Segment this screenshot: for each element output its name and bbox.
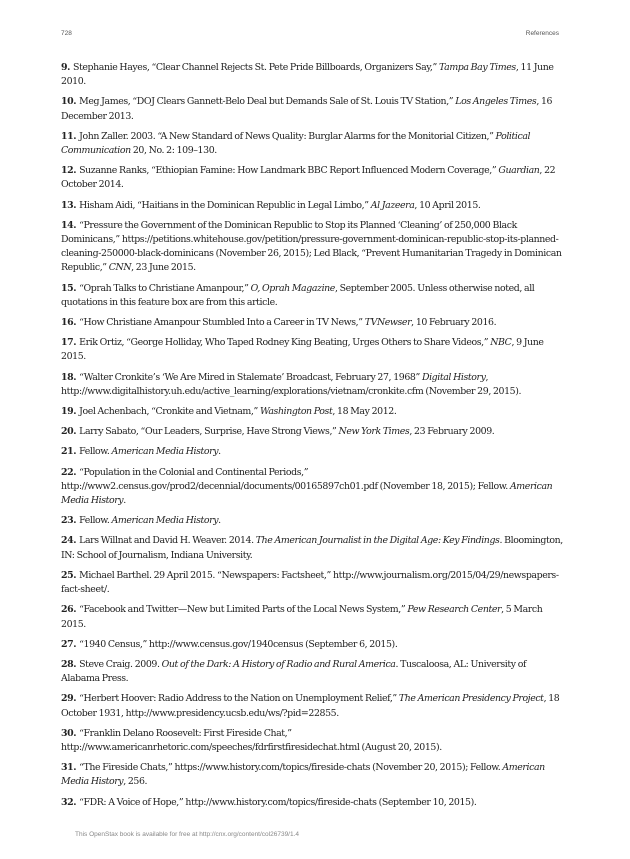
reference-text: “Pressure the Government of the Dominican Republic to Stop its Planned ‘Cleaning’ of 250,000 Black Dominicans,” https://petitions.whitehouse.gov/petition/pressure-government-dominican-republic-stop-its-planned-cleaning-250000-black-dominicans (November 26, 2015); Led Black, “Prevent Humanitarian Tragedy in Dominican Republic,” <box>61 219 562 274</box>
reference-text: , 9 June 2015. <box>61 337 544 363</box>
reference-number: 11. <box>61 130 77 142</box>
reference-text: John Zaller. 2003. “A New Standard of News Quality: Burglar Alarms for the Monitorial Citizen,” <box>79 130 496 142</box>
reference-text: , 23 February 2009. <box>409 426 495 438</box>
reference-text: “Facebook and Twitter—New but Limited Parts of the Local News System,” <box>79 604 408 616</box>
reference-title-italic: American Media History <box>61 762 545 788</box>
reference-text: Michael Barthel. 29 April 2015. “Newspapers: Factsheet,” http://www.journalism.org/2015/04/29/newspapers-fact-sheet/. <box>61 569 559 596</box>
reference-title-italic: Los Angeles Times <box>455 96 537 108</box>
reference-title-italic: American Media History <box>61 480 553 507</box>
reference-number: 9. <box>61 62 70 73</box>
reference-number: 27. <box>61 638 77 650</box>
reference-text: “The Fireside Chats,” https://www.history.com/topics/fireside-chats (November 20, 2015); Fellow. <box>79 762 503 774</box>
reference-number: 12. <box>61 165 77 177</box>
reference-title-italic: American Media History <box>111 515 219 527</box>
reference-text: “1940 Census,” http://www.census.gov/1940census (September 6, 2015). <box>79 638 398 650</box>
reference-entry <box>61 61 566 89</box>
reference-entry <box>61 445 566 459</box>
reference-text: Suzanne Ranks, “Ethiopian Famine: How Landmark BBC Report Influenced Modern Coverage,” <box>79 165 499 177</box>
reference-number: 22. <box>61 466 77 478</box>
reference-entry <box>61 95 566 123</box>
reference-title-italic: CNN <box>108 262 132 274</box>
reference-title-italic: NBC <box>490 337 512 349</box>
section-title: References <box>525 30 559 37</box>
reference-title-italic: New York Times <box>338 426 410 438</box>
reference-text: Joel Achenbach, “Cronkite and Vietnam,” <box>79 406 260 418</box>
reference-number: 30. <box>61 727 77 739</box>
reference-title-italic: The American Presidency Project <box>398 693 544 705</box>
reference-entry <box>61 638 566 652</box>
reference-number: 19. <box>61 406 77 418</box>
reference-entry <box>61 130 566 158</box>
reference-text: . <box>123 495 126 507</box>
reference-text: . <box>218 515 221 527</box>
reference-number: 25. <box>61 569 77 581</box>
reference-number: 15. <box>61 282 77 294</box>
reference-text: Larry Sabato, “Our Leaders, Surprise, Have Strong Views,” <box>79 426 339 438</box>
reference-text: “Oprah Talks to Christiane Amanpour,” <box>79 282 251 294</box>
reference-text: , http://www.digitalhistory.uh.edu/active_learning/explorations/vietnam/cronkite.cfm (November 29, 2015). <box>61 371 522 397</box>
reference-text: “Walter Cronkite’s ‘We Are Mired in Stalemate’ Broadcast, February 27, 1968” <box>79 371 422 383</box>
reference-text: Meg James, “DOJ Clears Gannett-Belo Deal but Demands Sale of St. Louis TV Station,” <box>79 96 456 108</box>
reference-entry <box>61 796 566 810</box>
reference-entry <box>61 514 566 528</box>
reference-entry <box>61 282 566 310</box>
reference-number: 16. <box>61 317 77 329</box>
reference-title-italic: TVNewser <box>364 317 412 329</box>
reference-entry <box>61 371 566 399</box>
reference-entry <box>61 199 566 213</box>
reference-number: 13. <box>61 199 77 211</box>
reference-text: 20, No. 2: 109–130. <box>130 145 217 157</box>
reference-text: . <box>218 446 221 458</box>
reference-text: Erik Ortiz, “George Holliday, Who Taped Rodney King Beating, Urges Others to Share Videos,” <box>79 337 491 349</box>
reference-text: Hisham Aidi, “Haitians in the Dominican Republic in Legal Limbo,” <box>79 199 371 211</box>
reference-entry <box>61 603 566 631</box>
reference-number: 21. <box>61 446 77 458</box>
reference-number: 29. <box>61 693 77 705</box>
reference-number: 28. <box>61 658 77 670</box>
reference-title-italic: O, Oprah Magazine <box>250 282 335 294</box>
reference-text: , 256. <box>123 776 148 788</box>
reference-entry <box>61 692 566 720</box>
reference-entry <box>61 164 566 192</box>
reference-number: 24. <box>61 535 77 547</box>
reference-text: , 18 October 1931, http://www.presidency.ucsb.edu/ws/?pid=22855. <box>61 693 560 719</box>
reference-text: , 10 February 2016. <box>411 317 497 329</box>
reference-number: 17. <box>61 337 77 349</box>
reference-title-italic: Pew Research Center <box>407 604 502 616</box>
reference-text: “Herbert Hoover: Radio Address to the Nation on Unemployment Relief,” <box>79 693 399 705</box>
reference-text: Steve Craig. 2009. <box>79 658 162 670</box>
reference-text: “Franklin Delano Roosevelt: First Fireside Chat,” http://www.americanrhetoric.com/speeches/fdrfirstfiresidechat.html (August 20, 2015). <box>61 727 442 753</box>
reference-text: , 10 April 2015. <box>414 199 481 211</box>
reference-title-italic: Al Jazeera <box>370 199 415 211</box>
reference-entry <box>61 316 566 330</box>
reference-title-italic: Washington Post <box>259 406 333 418</box>
reference-text: Fellow. <box>79 515 112 527</box>
reference-text: , 16 December 2013. <box>61 96 553 122</box>
reference-number: 20. <box>61 426 77 438</box>
reference-text: Fellow. <box>79 446 112 458</box>
reference-text: , 11 June 2010. <box>61 62 554 88</box>
reference-title-italic: Digital History <box>421 371 486 383</box>
reference-title-italic: Political Communication <box>61 130 531 157</box>
reference-text: , 23 June 2015. <box>131 262 196 274</box>
reference-list <box>61 61 566 816</box>
reference-number: 23. <box>61 515 77 527</box>
reference-title-italic: Tampa Bay Times <box>439 62 516 73</box>
reference-entry <box>61 534 566 562</box>
reference-number: 31. <box>61 762 77 774</box>
page-footer: This OpenStax book is available for free at http://cnx.org/content/col26739/1.4 <box>75 830 300 838</box>
reference-entry <box>61 727 566 755</box>
reference-text: “Population in the Colonial and Continental Periods,” http://www2.census.gov/prod2/decennial/documents/00165897ch01.pdf (November 18, 2015); Fellow. <box>61 466 510 492</box>
reference-text: , 5 March 2015. <box>61 604 543 630</box>
reference-number: 10. <box>61 96 77 108</box>
reference-number: 18. <box>61 371 77 383</box>
reference-title-italic: American Media History <box>111 446 219 458</box>
reference-number: 14. <box>61 219 77 231</box>
reference-entry <box>61 466 566 509</box>
reference-entry <box>61 425 566 439</box>
reference-text: , September 2005. Unless otherwise noted, all quotations in this feature box are from this article. <box>61 282 535 308</box>
reference-number: 32. <box>61 796 77 808</box>
reference-text: , 18 May 2012. <box>332 406 397 418</box>
reference-text: . Tuscaloosa, AL: University of Alabama Press. <box>61 658 527 685</box>
reference-entry <box>61 761 566 789</box>
reference-text: “FDR: A Voice of Hope,” http://www.history.com/topics/fireside-chats (September 10, 2015). <box>79 796 477 808</box>
page-header <box>61 29 559 38</box>
reference-entry <box>61 658 566 686</box>
reference-text: Lars Willnat and David H. Weaver. 2014. <box>79 535 256 547</box>
reference-entry <box>61 569 566 597</box>
reference-entry <box>61 336 566 364</box>
reference-text: “How Christiane Amanpour Stumbled Into a Career in TV News,” <box>79 317 365 329</box>
reference-title-italic: Out of the Dark: A History of Radio and Rural America <box>161 658 396 670</box>
reference-text: . Bloomington, IN: School of Journalism, Indiana University. <box>61 535 563 561</box>
page-number: 728 <box>61 30 72 37</box>
reference-number: 26. <box>61 604 77 616</box>
reference-title-italic: The American Journalist in the Digital Age: Key Findings <box>255 535 500 547</box>
reference-title-italic: Guardian <box>498 165 540 177</box>
reference-text: , 22 October 2014. <box>61 165 556 191</box>
reference-entry <box>61 219 566 276</box>
reference-text: Stephanie Hayes, “Clear Channel Rejects St. Pete Pride Billboards, Organizers Say,” <box>73 62 439 73</box>
reference-entry <box>61 405 566 419</box>
